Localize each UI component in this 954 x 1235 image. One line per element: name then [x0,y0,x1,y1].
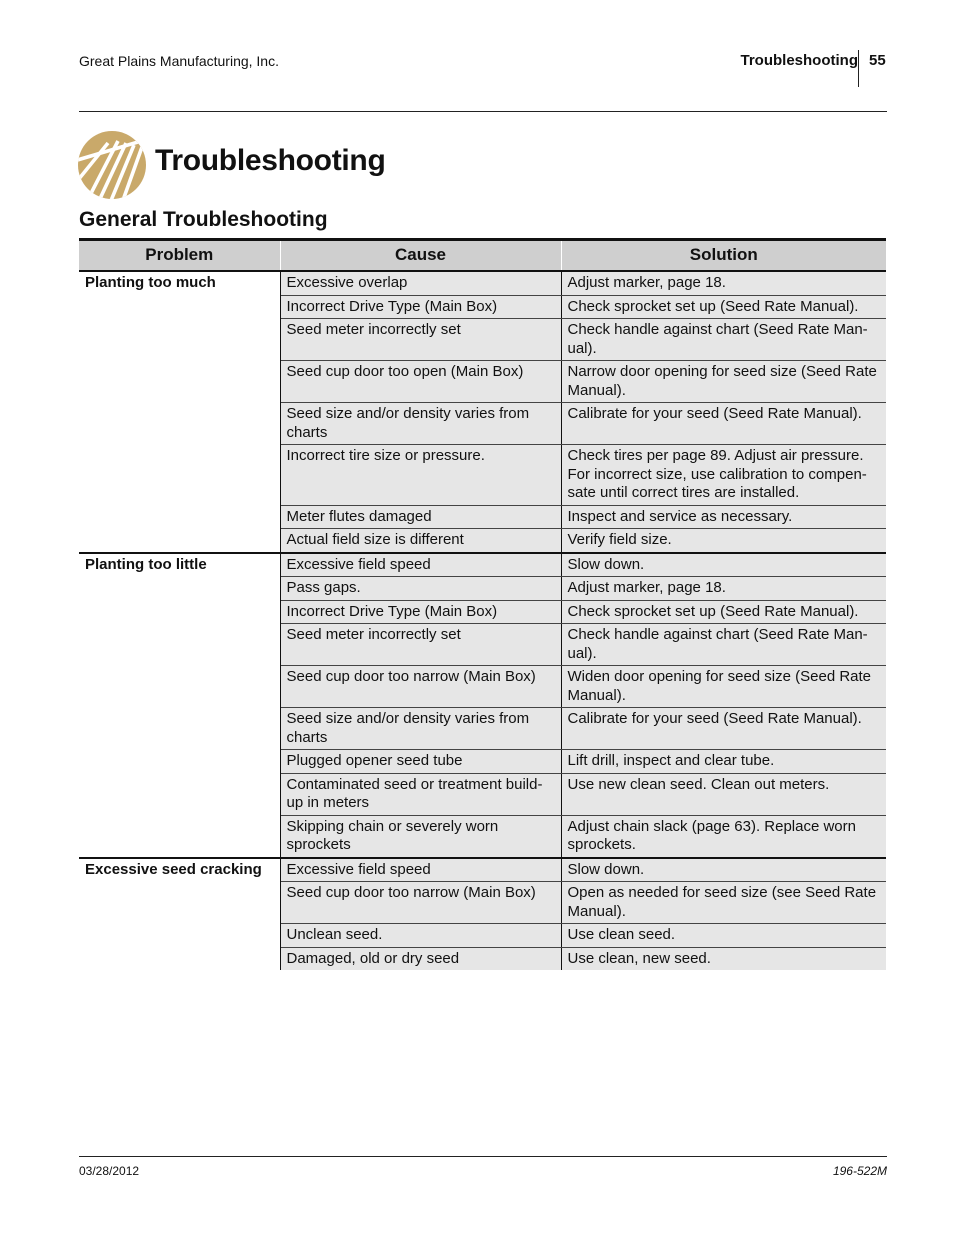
solution-cell: Calibrate for your seed (Seed Rate Manual). [561,403,886,445]
cause-cell: Excessive field speed [280,858,561,882]
solution-cell: Use new clean seed. Clean out meters. [561,773,886,815]
footer-doc-number: 196-522M [832,1164,887,1178]
cause-cell: Meter flutes damaged [280,505,561,529]
cause-cell: Seed cup door too open (Main Box) [280,361,561,403]
cause-cell: Seed size and/or density varies from charts [280,708,561,750]
table-row [79,858,886,882]
chapter-title: Troubleshooting [155,144,386,177]
cause-cell: Damaged, old or dry seed [280,947,561,970]
solution-cell: Slow down. [561,553,886,577]
problem-cell: Excessive seed cracking [79,858,280,971]
header-rule [79,111,887,112]
cause-cell: Excessive overlap [280,271,561,295]
problem-cell: Planting too little [79,553,280,858]
column-header-solution: Solution [561,240,886,272]
solution-cell: Adjust marker, page 18. [561,577,886,601]
table-row [79,271,886,295]
cause-cell: Seed meter incorrectly set [280,319,561,361]
solution-cell: Use clean, new seed. [561,947,886,970]
cause-cell: Seed cup door too narrow (Main Box) [280,666,561,708]
solution-cell: Check sprocket set up (Seed Rate Manual). [561,600,886,624]
cause-cell: Incorrect Drive Type (Main Box) [280,295,561,319]
cause-cell: Actual field size is different [280,529,561,553]
solution-cell: Slow down. [561,858,886,882]
solution-cell: Check handle against chart (Seed Rate Man-ual). [561,624,886,666]
solution-cell: Check sprocket set up (Seed Rate Manual). [561,295,886,319]
footer-date: 03/28/2012 [79,1164,140,1178]
section-title: General Troubleshooting [79,208,328,231]
column-header-problem: Problem [79,240,280,272]
table-body [79,271,886,970]
header-divider [858,50,859,87]
running-section-title: Troubleshooting [740,52,858,69]
cause-cell: Plugged opener seed tube [280,750,561,774]
cause-cell: Skipping chain or severely worn sprockets [280,815,561,858]
table-header-row [79,240,886,272]
footer-rule [79,1156,887,1157]
solution-cell: Adjust marker, page 18. [561,271,886,295]
solution-cell: Narrow door opening for seed size (Seed Rate Manual). [561,361,886,403]
great-plains-logo-icon [78,131,146,199]
solution-cell: Check handle against chart (Seed Rate Man-ual). [561,319,886,361]
cause-cell: Seed meter incorrectly set [280,624,561,666]
table-row [79,553,886,577]
page-number: 55 [869,52,886,69]
cause-cell: Pass gaps. [280,577,561,601]
cause-cell: Seed size and/or density varies from charts [280,403,561,445]
cause-cell: Contaminated seed or treatment build-up in meters [280,773,561,815]
solution-cell: Open as needed for seed size (see Seed Rate Manual). [561,882,886,924]
solution-cell: Inspect and service as necessary. [561,505,886,529]
solution-cell: Use clean seed. [561,924,886,948]
cause-cell: Incorrect tire size or pressure. [280,445,561,506]
solution-cell: Widen door opening for seed size (Seed Rate Manual). [561,666,886,708]
solution-cell: Calibrate for your seed (Seed Rate Manual). [561,708,886,750]
cause-cell: Seed cup door too narrow (Main Box) [280,882,561,924]
cause-cell: Excessive field speed [280,553,561,577]
solution-cell: Check tires per page 89. Adjust air pressure. For incorrect size, use calibration to compen-sate until correct tires are installed. [561,445,886,506]
company-name: Great Plains Manufacturing, Inc. [79,53,279,69]
column-header-cause: Cause [280,240,561,272]
solution-cell: Lift drill, inspect and clear tube. [561,750,886,774]
problem-cell: Planting too much [79,271,280,553]
solution-cell: Verify field size. [561,529,886,553]
troubleshooting-table [79,238,886,970]
cause-cell: Unclean seed. [280,924,561,948]
solution-cell: Adjust chain slack (page 63). Replace worn sprockets. [561,815,886,858]
cause-cell: Incorrect Drive Type (Main Box) [280,600,561,624]
